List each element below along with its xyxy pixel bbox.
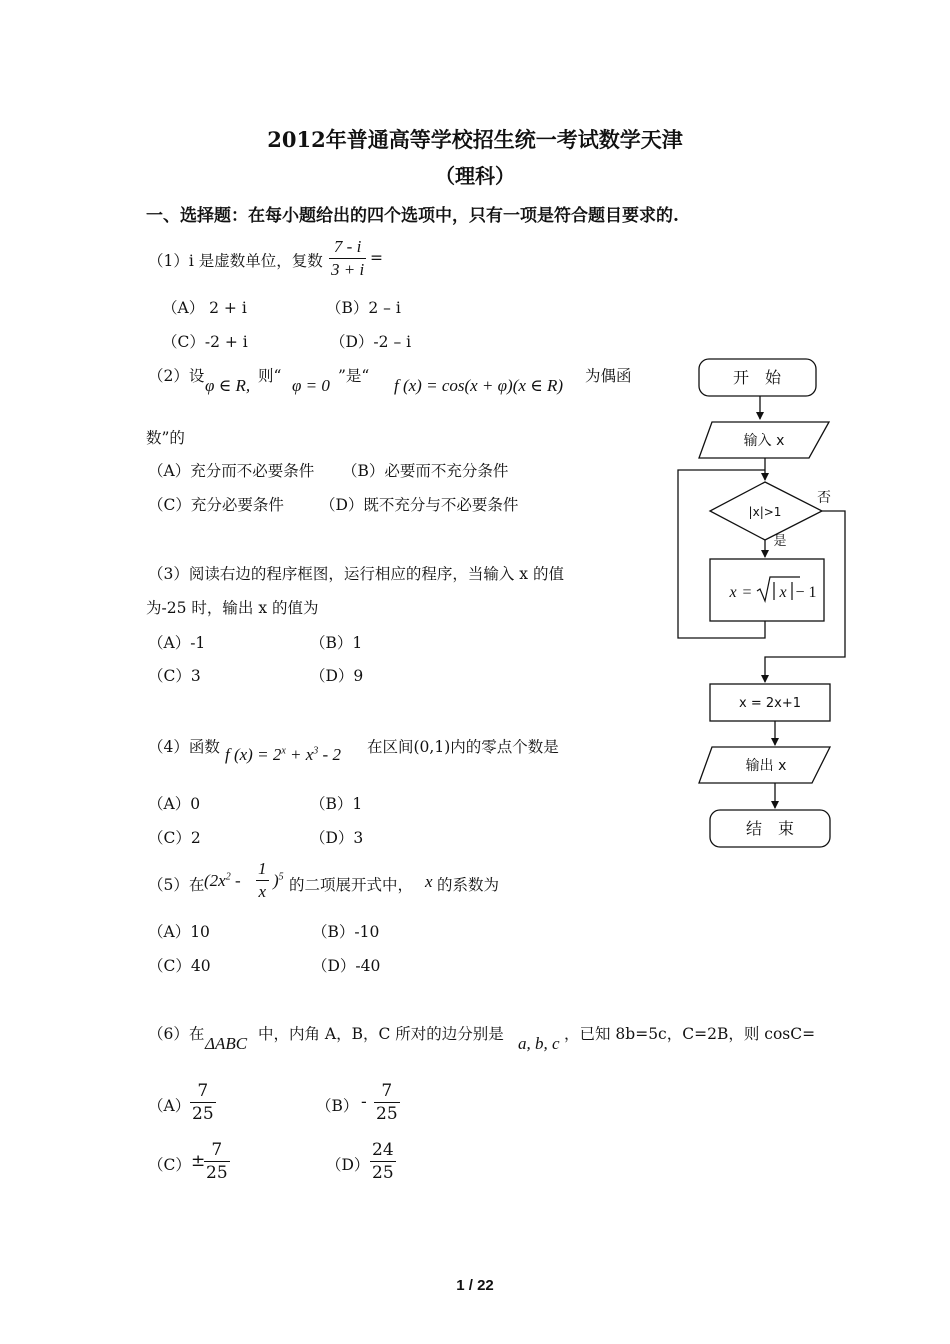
q6-c-num: 7 (204, 1139, 230, 1162)
q2-part-3: ”是“ (338, 367, 370, 385)
q5-sup-5: 5 (278, 871, 284, 883)
q3-option-a[interactable]: （A）-1 (148, 634, 206, 652)
page-title: 2012年普通高等学校招生统一考试数学天津 (267, 127, 683, 152)
page-subtitle: （理科） (435, 164, 515, 188)
q6-d-den: 25 (372, 1163, 394, 1183)
q4-option-a[interactable]: （A）0 (148, 795, 201, 813)
q1-option-d[interactable]: （D）-2 – i (330, 333, 412, 351)
q2-math-3: f (x) = cos(x + φ)(x ∈ R) (394, 376, 564, 395)
q6-part-3: ，已知 8b=5c，C=2B，则 cosC= (564, 1025, 816, 1043)
fc-input-text: 输入 x (743, 433, 785, 449)
q4-option-c[interactable]: （C）2 (148, 829, 201, 847)
q2-math-1: φ ∈ R, (205, 376, 251, 395)
q5-part-1: （5）在 (148, 876, 205, 894)
q5-formula-a (204, 871, 241, 891)
fc-loop-x: x (729, 584, 737, 601)
q1-fraction (329, 236, 366, 281)
q5-formula-minus: - (230, 871, 241, 890)
q4-part-1: （4）函数 (148, 738, 220, 756)
q5-formula-open: (2x (204, 871, 226, 890)
q6-option-c-sign: ± (191, 1151, 206, 1171)
q6-part-2: 中，内角 A，B，C 所对的边分别是 (258, 1025, 504, 1043)
fc-start-text: 开 始 (732, 368, 782, 387)
q6-option-d-fraction (370, 1139, 396, 1184)
q2-part-1: （2）设 (148, 367, 205, 385)
q3-option-c[interactable]: （C）3 (148, 667, 201, 685)
q5-part-2: 的二项展开式中， (289, 876, 414, 894)
q6-option-a-fraction (190, 1080, 216, 1125)
q6-a-den: 25 (192, 1104, 214, 1124)
q5-math-x: x (425, 872, 433, 891)
q3-option-b[interactable]: （B）1 (310, 634, 363, 652)
q5-frac-den: x (258, 882, 267, 901)
section-heading: 一、选择题：在每小题给出的四个选项中，只有一项是符合题目要求的. (146, 206, 679, 226)
q1-frac-den: 3 + i (331, 260, 365, 279)
q6-option-c-label: （C） (148, 1156, 191, 1174)
q5-option-d[interactable]: （D）-40 (312, 957, 381, 975)
page-number: 1 / 22 (456, 1277, 494, 1294)
q4-formula-b: + x (285, 745, 314, 764)
q6-option-d-label: （D） (326, 1156, 370, 1174)
fc-loop-back-line (678, 470, 765, 638)
q6-math-2: a, b, c (518, 1034, 560, 1053)
q3-line-1: （3）阅读右边的程序框图，运行相应的程序，当输入 x 的值 (148, 565, 564, 583)
q5-fraction (256, 858, 269, 903)
q1-option-a[interactable]: （A） 2 + i (162, 299, 247, 317)
q6-d-num: 24 (372, 1140, 394, 1160)
q4-sup-3: 3 (313, 745, 319, 757)
flowchart (670, 350, 860, 855)
q5-part-3: 的系数为 (437, 876, 500, 894)
q6-b-num: 7 (374, 1080, 400, 1103)
q4-formula (225, 745, 341, 765)
fc-loop-minus: − 1 (795, 584, 817, 601)
q2-option-b[interactable]: （B）必要而不充分条件 (342, 462, 509, 480)
q1-option-b[interactable]: （B）2 – i (326, 299, 401, 317)
q4-option-d[interactable]: （D）3 (310, 829, 364, 847)
fc-assign-text: x = 2x+1 (739, 696, 801, 711)
fc-loop-inner-x: x (779, 584, 787, 601)
q6-option-a-label: （A） (148, 1097, 191, 1115)
fc-yes-label: 是 (773, 534, 787, 549)
fc-output-text: 输出 x (745, 758, 787, 774)
fc-end-text: 结 束 (745, 819, 795, 838)
fc-no-label: 否 (817, 490, 831, 506)
q2-part-2: 则“ (258, 367, 282, 385)
q4-formula-c: - 2 (318, 745, 341, 764)
q2-math-2: φ = 0 (292, 376, 330, 395)
q6-b-den: 25 (376, 1104, 398, 1124)
q5-option-a[interactable]: （A）10 (148, 923, 210, 941)
q6-math-1: ΔABC (205, 1034, 248, 1053)
q4-option-b[interactable]: （B）1 (310, 795, 363, 813)
q6-option-b-fraction (374, 1080, 400, 1125)
q5-sup-2: 2 (225, 871, 231, 883)
q1-tail: = (370, 249, 383, 267)
q5-option-c[interactable]: （C）40 (148, 957, 211, 975)
q2-line-2: 数”的 (146, 429, 185, 447)
q3-option-d[interactable]: （D）9 (310, 667, 364, 685)
q6-part-1: （6）在 (148, 1025, 205, 1043)
fc-loop-eq: = (742, 584, 752, 601)
q1-option-c[interactable]: （C）-2 + i (162, 333, 248, 351)
q6-a-num: 7 (190, 1080, 216, 1103)
q5-formula-b (273, 871, 284, 891)
q6-c-den: 25 (206, 1163, 228, 1183)
q6-option-b-label: （B） (316, 1097, 359, 1115)
q5-frac-num: 1 (256, 858, 269, 881)
q4-formula-a: f (x) = 2 (225, 745, 282, 764)
q4-sup-x: x (281, 745, 286, 757)
q6-option-b-sign: - (361, 1092, 367, 1112)
q2-option-c[interactable]: （C）充分必要条件 (148, 496, 284, 514)
q2-part-4: 为偶函 (585, 367, 632, 385)
q5-formula-close: ) (273, 871, 279, 890)
q6-option-c-fraction (204, 1139, 230, 1184)
q2-option-a[interactable]: （A）充分而不必要条件 (148, 462, 315, 480)
q2-option-d[interactable]: （D）既不充分与不必要条件 (320, 496, 519, 514)
q1-text: （1）i 是虚数单位，复数 (148, 252, 323, 270)
q5-option-b[interactable]: （B）-10 (312, 923, 380, 941)
q4-part-2: 在区间(0,1)内的零点个数是 (367, 738, 559, 756)
q3-line-2: 为-25 时，输出 x 的值为 (146, 599, 319, 617)
fc-cond-text: |x|>1 (748, 505, 782, 519)
q1-frac-num: 7 - i (329, 236, 366, 259)
